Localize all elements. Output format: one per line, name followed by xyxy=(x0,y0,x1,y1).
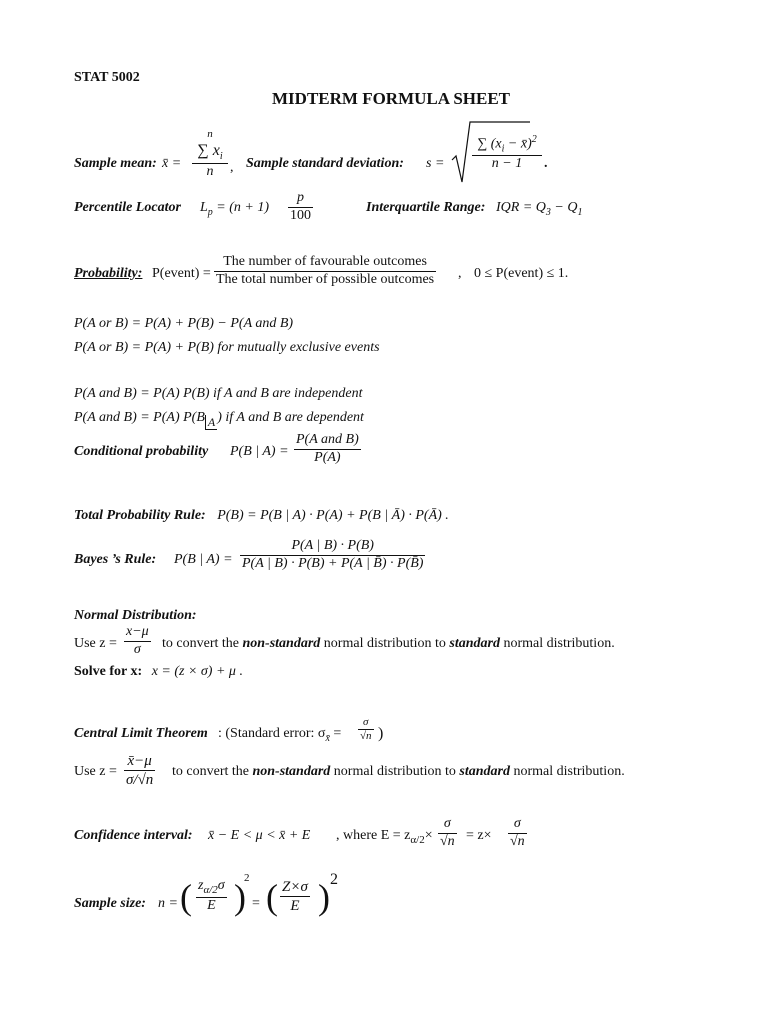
z-fraction: $\frac{x-\mu}{\sigma}$ xyxy=(126,624,149,657)
total-probability-formula: P(B) = P(B | A) · P(A) + P(B | Ā) · P(Ā) . xyxy=(217,508,449,523)
sample-mean-lhs: x̄ = xyxy=(162,156,182,171)
and-independent-rule: P(A and B) = P(A) P(B) if A and B are independent xyxy=(74,386,363,401)
probability-lhs: P(event) = xyxy=(152,266,211,281)
percentile-line xyxy=(74,192,674,232)
course-code: STAT 5002 xyxy=(74,70,140,85)
clt-se-text: : (Standard error: $\sigma_{x̄}$ = xyxy=(218,726,342,744)
normal-distribution-label: Normal Distribution: xyxy=(74,608,197,623)
percentile-fraction: $\frac{p}{100}$ xyxy=(290,190,311,223)
clt-se-fraction: $\frac{\sigma}{√n}$ xyxy=(360,716,372,743)
solve-line xyxy=(74,664,243,681)
percentile-label: Percentile Locator xyxy=(74,200,181,215)
sample-sd-lhs: s = xyxy=(426,156,445,171)
use-z2-text: Use z = xyxy=(74,764,117,779)
conditional-fraction: P(A and B) P(A) xyxy=(296,432,359,465)
sample-size-fraction-1: $\frac{z_{\alpha/2}\sigma}{E}$ xyxy=(198,878,225,913)
percentile-formula: $L_p = (n + 1)$ xyxy=(200,200,270,218)
total-probability-label: Total Probability Rule: xyxy=(74,508,206,523)
probability-line: Probability: P(event) = The number of favourable outcomes The total number of possible outcomes , 0 ≤ P(event) ≤ 1. xyxy=(74,254,569,287)
convert-text: to convert the non-standard normal distribution to standard normal distribution. xyxy=(162,636,615,651)
sample-mean-fraction: n ∑ $x_i$ n xyxy=(192,128,228,180)
ci-where: , where $E = z_{\alpha/2}\times$ xyxy=(336,828,433,846)
or-exclusive-rule: P(A or B) = P(A) + P(B) for mutually exclusive events xyxy=(74,340,380,355)
clt-label: Central Limit Theorem xyxy=(74,726,208,741)
conditional-lhs: P(B | A) = xyxy=(230,444,289,459)
sample-sd-label: Sample standard deviation: xyxy=(246,156,404,171)
z2-fraction: $\frac{x̄-\mu}{\sigma/√n}$ xyxy=(126,753,154,788)
sample-size-label: Sample size: xyxy=(74,896,146,911)
convert-text-2: to convert the non-standard normal distribution to standard normal distribution. xyxy=(172,764,625,779)
ci-label: Confidence interval: xyxy=(74,828,193,843)
ci-formula: x̄ − E < μ < x̄ + E xyxy=(208,828,311,843)
ci-fraction-1: $\frac{\sigma}{√n}$ xyxy=(440,816,455,849)
page-title: MIDTERM FORMULA SHEET xyxy=(272,89,511,108)
solve-formula: x = (z × σ) + μ . xyxy=(151,664,243,679)
conditional-label: Conditional probability xyxy=(74,444,209,459)
bayes-label: Bayes ’s Rule: xyxy=(74,552,157,567)
probability-range: 0 ≤ P(event) ≤ 1. xyxy=(474,266,569,281)
bayes-lhs: P(B | A) = xyxy=(174,552,233,567)
sample-size-fraction-2: $\frac{Z\times\sigma}{E}$ xyxy=(282,879,308,914)
sample-size-lhs: n = xyxy=(158,896,178,911)
iqr-label: Interquartile Range: xyxy=(366,200,486,215)
iqr-formula: IQR = $Q_3 - Q_1$ xyxy=(496,200,583,218)
ci-fraction-2: $\frac{\sigma}{√n}$ xyxy=(510,816,525,849)
sample-mean-label: Sample mean: xyxy=(74,156,157,171)
use-z-text: Use z = xyxy=(74,636,117,651)
or-general-rule: P(A or B) = P(A) + P(B) − P(A and B) xyxy=(74,316,294,331)
and-dependent-rule: P(A and B) = P(A) P(B A ) if A and B are dependent xyxy=(74,410,364,429)
probability-fraction: The number of favourable outcomes The total number of possible outcomes xyxy=(216,254,435,287)
bayes-fraction: $\frac{P(A | B) \cdot P(B)}{P(A | B) \cdot P(B) + P(A | B̄) \cdot P(B̄)}$ xyxy=(242,538,424,571)
total-probability-line xyxy=(74,508,449,525)
solve-label: Solve for x: xyxy=(74,664,143,679)
probability-label: Probability: xyxy=(74,266,143,281)
sample-sd-fraction: ∑ ($x_i$ − x̄)$^2$ n − 1 xyxy=(472,128,542,173)
